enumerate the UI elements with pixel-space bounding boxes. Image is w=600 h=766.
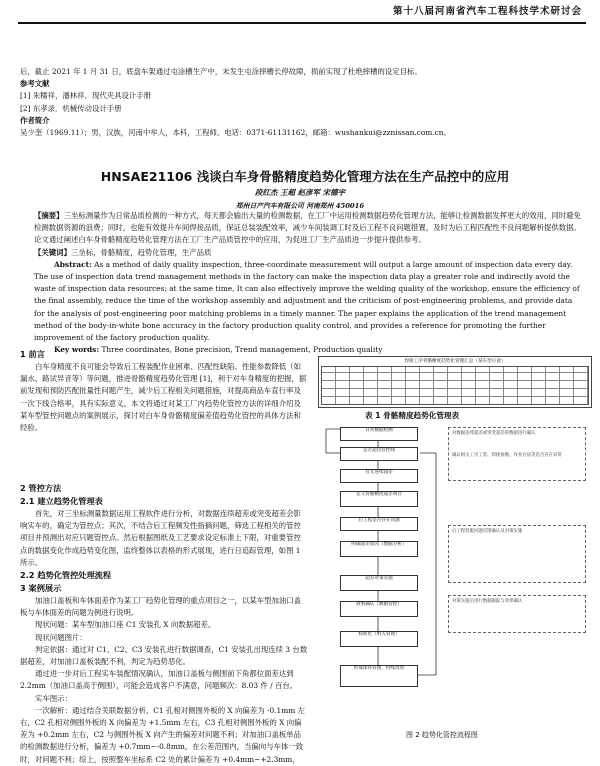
flow-step-1: 日常数据检测: [340, 427, 418, 441]
article-authors: 段红杰 王超 赵彦军 宋德宇: [254, 188, 346, 197]
en-abstract-text: As a method of daily quality inspection, three-coordinate measurement will output a large amount of inspection data every day. The use of inspection data trend management methods in the factory can make the inspection data play a greater role and indirectly avoid the waste of inspection data resources; at the same time, It can also effectively improve the welding quality of the workshop, ensure the efficiency of the final assembly, reduce the time of the workshop assembly and adjustment and the criticism of post-engineering problems, and provide data for the analysis of post-engineering poor matching problems in a timely manner. The paper explains the application of the trend management method of the body-in-white bone accuracy in the factory production quality control, and provides a reference for promoting the further improvement of the factory production quality.: [34, 259, 580, 343]
abstract-block: [34, 210, 582, 356]
flow-step-8: 效果确认（数据管控）: [340, 601, 418, 617]
prev-article-tail: [20, 66, 590, 139]
cn-keywords-text: 三坐标，骨骼精度，趋势化管理，生产品质: [70, 247, 212, 257]
current-issue-pictures: 现状问题图片：: [35, 632, 87, 642]
section-3-heading: 3 案例展示: [20, 583, 62, 594]
flow-note-3: 后工程装配问题反馈确认及对策实施: [452, 529, 523, 534]
running-header: [18, 0, 586, 24]
trend-management-table: [318, 356, 592, 408]
author-intro: 吴少奎（1969.11）；男，汉族，河南中牟人，本科，工程师。电话：0371-61131162，邮箱：wushankui@zznissan.com.cn。: [20, 128, 451, 138]
confirmation: 通过进一步对后工程实车装配情况确认，加油口盖板与侧围前下角都位面差达到 2.2mm（加油口盖高于侧围），可能会造成客户不满意，问题频次：8.03 件 / 百台。: [20, 669, 298, 691]
section-1-text: 白车身精度不良可能会导致后工程装配作业困难、匹配性缺陷、性能参数降低（如漏水、路试异音等）等问题，推进骨骼精度趋势化管理 [1]，利于对车身精度的把握，据前发现和预防匹配批量性问题产生，减少后工程相关问题措施，对提高商品车直行率及一次下线合格率，具有实际意义。本文将通过对某工厂内趋势化管控方法的详细介绍及某车型管控问题点的案例展示，探讨对白车身骨骼精度偏差值趋势化管控的具体方法和经验。: [20, 362, 307, 433]
section-2-heading: 2 管控方法: [20, 483, 62, 493]
flow-step-3: 有无连续超差: [340, 469, 418, 483]
left-column-top: [20, 348, 308, 434]
current-issue: 现状问题：某车型加油口座 C1 安装孔 X 向数据超差。: [35, 620, 216, 630]
table-title: 焊接工序骨骼精度趋势化管理汇总（某车型示意）: [404, 359, 506, 364]
cn-keywords-label: 【关键词】: [34, 247, 71, 257]
actual-car-label: 实车图示：: [35, 693, 72, 703]
reference-2: [2] 东孝录．机械传动设计手册: [20, 103, 122, 113]
table-1-caption: 表 1 骨骼精度趋势化管理表: [365, 411, 460, 420]
cn-abstract: [34, 210, 582, 247]
journal-name: 第十八届河南省汽车工程科技学术研讨会: [392, 6, 582, 17]
table-grid: [321, 366, 589, 405]
en-keywords-label: Key words:: [54, 345, 100, 355]
en-abstract: [34, 259, 582, 344]
section-1-heading: 1 前言: [20, 349, 45, 359]
section-2-1-text: 首先，对三坐标测量数据运用工程软件进行分析，对数据连续超差或突变超差会影响实车的，确定为管控点；其次，不结合后工程频发性指摘问题，筛选工程相关的管控项目并预测出对应只题管控点。然后根据图纸及工艺要求设定标准上下限，对重要管控点的数据变化作成趋势变化图，监终整体以表格的形式展现，进行日追踪管理，如图 1 所示。: [20, 509, 302, 567]
left-column-body: [20, 482, 308, 766]
flow-step-2: 是否超出管控线: [340, 447, 418, 461]
flow-step-6: 明确超差原因（数据分析）: [340, 541, 418, 557]
en-abstract-label: Abstract:: [54, 259, 92, 269]
section-3-text: 加油口盖板和车体面差作为某工厂趋势化管理的重点项目之一，以某车型加油口盖板与车体面差的问题为例进行说明。: [20, 596, 302, 618]
flow-note-1: 对数据连续超差或突变超差的数据进行确认: [452, 431, 536, 436]
intro-text: 后，截止 2021 年 1 月 31 日，底盘车架通过屯涂槽生产中，未发生屯涂摔槽长停故障，损前实现了杜绝摔槽的设定目标。: [20, 67, 422, 76]
section-2-1-heading: 2.1 建立趋势化管理表: [20, 496, 103, 506]
flow-note-4: 对策实施后进行数据跟踪与效果确认: [452, 599, 523, 604]
flow-step-5: 后工程是否存在问题: [340, 517, 418, 531]
reference-1: [1] 朱糯祥，潘林祥．现代夹具设计手册: [20, 91, 152, 101]
judgement-basis: 判定依据：通过对 C1、C2、C3 安装孔进行数据调查，C1 安装孔出现连续 3 台数据超差，对加油口盖板装配不利，判定为趋势恶化。: [20, 644, 308, 667]
flowchart: [318, 425, 590, 727]
cn-abstract-text: 三坐标测量作为日常品质检测的一种方式，每天都会输出大量的检测数据，在工厂中运用检测数据趋势化管理方法，能够让检测数据发挥更大的效用，同时避免检测数据资源的浪费；同时，也能有效提升车间焊接品质，保证总装装配效率，减少车间装调工时及后工程不良问题措置，及时为后工程匹配性不良问题解析提供数据。论文通过阐述白车身骨骼精度趋势化管理方法在工厂生产品质管控中的应用，为促进工厂生产品质进一步提升提供参考。: [34, 211, 581, 245]
flow-note-2: 确认相关工序工装、焊接参数、作业方法等是否存在异常: [452, 453, 562, 458]
cn-keywords: [34, 247, 582, 259]
figure-2-caption: 图 2 趋势化管控流程图: [406, 731, 478, 739]
references-heading: 参考文献: [20, 79, 50, 89]
article-affiliation: 郑州日产汽车有限公司 河南郑州 450016: [235, 202, 365, 210]
flow-step-4: 定义骨骼精度超差项目: [340, 491, 418, 507]
flow-step-9: 标准化（纳入管理）: [340, 631, 418, 647]
article-title: HNSAE21106 浅谈白车身骨骼精度趋势化管理方法在生产品控中的应用: [100, 169, 510, 184]
flow-step-7: 超差对策实施: [340, 575, 418, 591]
flow-step-10: 形成闭环管理，持续改进: [340, 665, 418, 687]
cn-abstract-label: 【摘要】: [34, 211, 64, 220]
section-2-2-heading: 2.2 趋势化管控处理流程: [20, 570, 112, 581]
en-keywords-text: Three coordinates, Bone precision, Trend management, Production quality: [101, 345, 383, 355]
analysis: 一次解析：通过结合关联数据分析，C1 孔相对侧围外板的 X 向偏差为 -0.1mm 左右，C2 孔相对侧围外板的 X 向偏差为 +1.5mm 左右，C3 孔相对侧围外板的 X 向偏差为 +0.2mm 左右，C2 与侧围外板 X 向产生的偏差对问题不利；对加油口盖板单品的检测数据进行分析，偏差为 +0.7mm~-0.8mm，在公差范围内，当偏向与车体一致时，对问题不利；综上，按照整车坐标系 C2 处的累计偏差为 +0.4mm~+2.3mm，: [20, 705, 305, 764]
author-intro-heading: 作者简介: [20, 115, 50, 125]
